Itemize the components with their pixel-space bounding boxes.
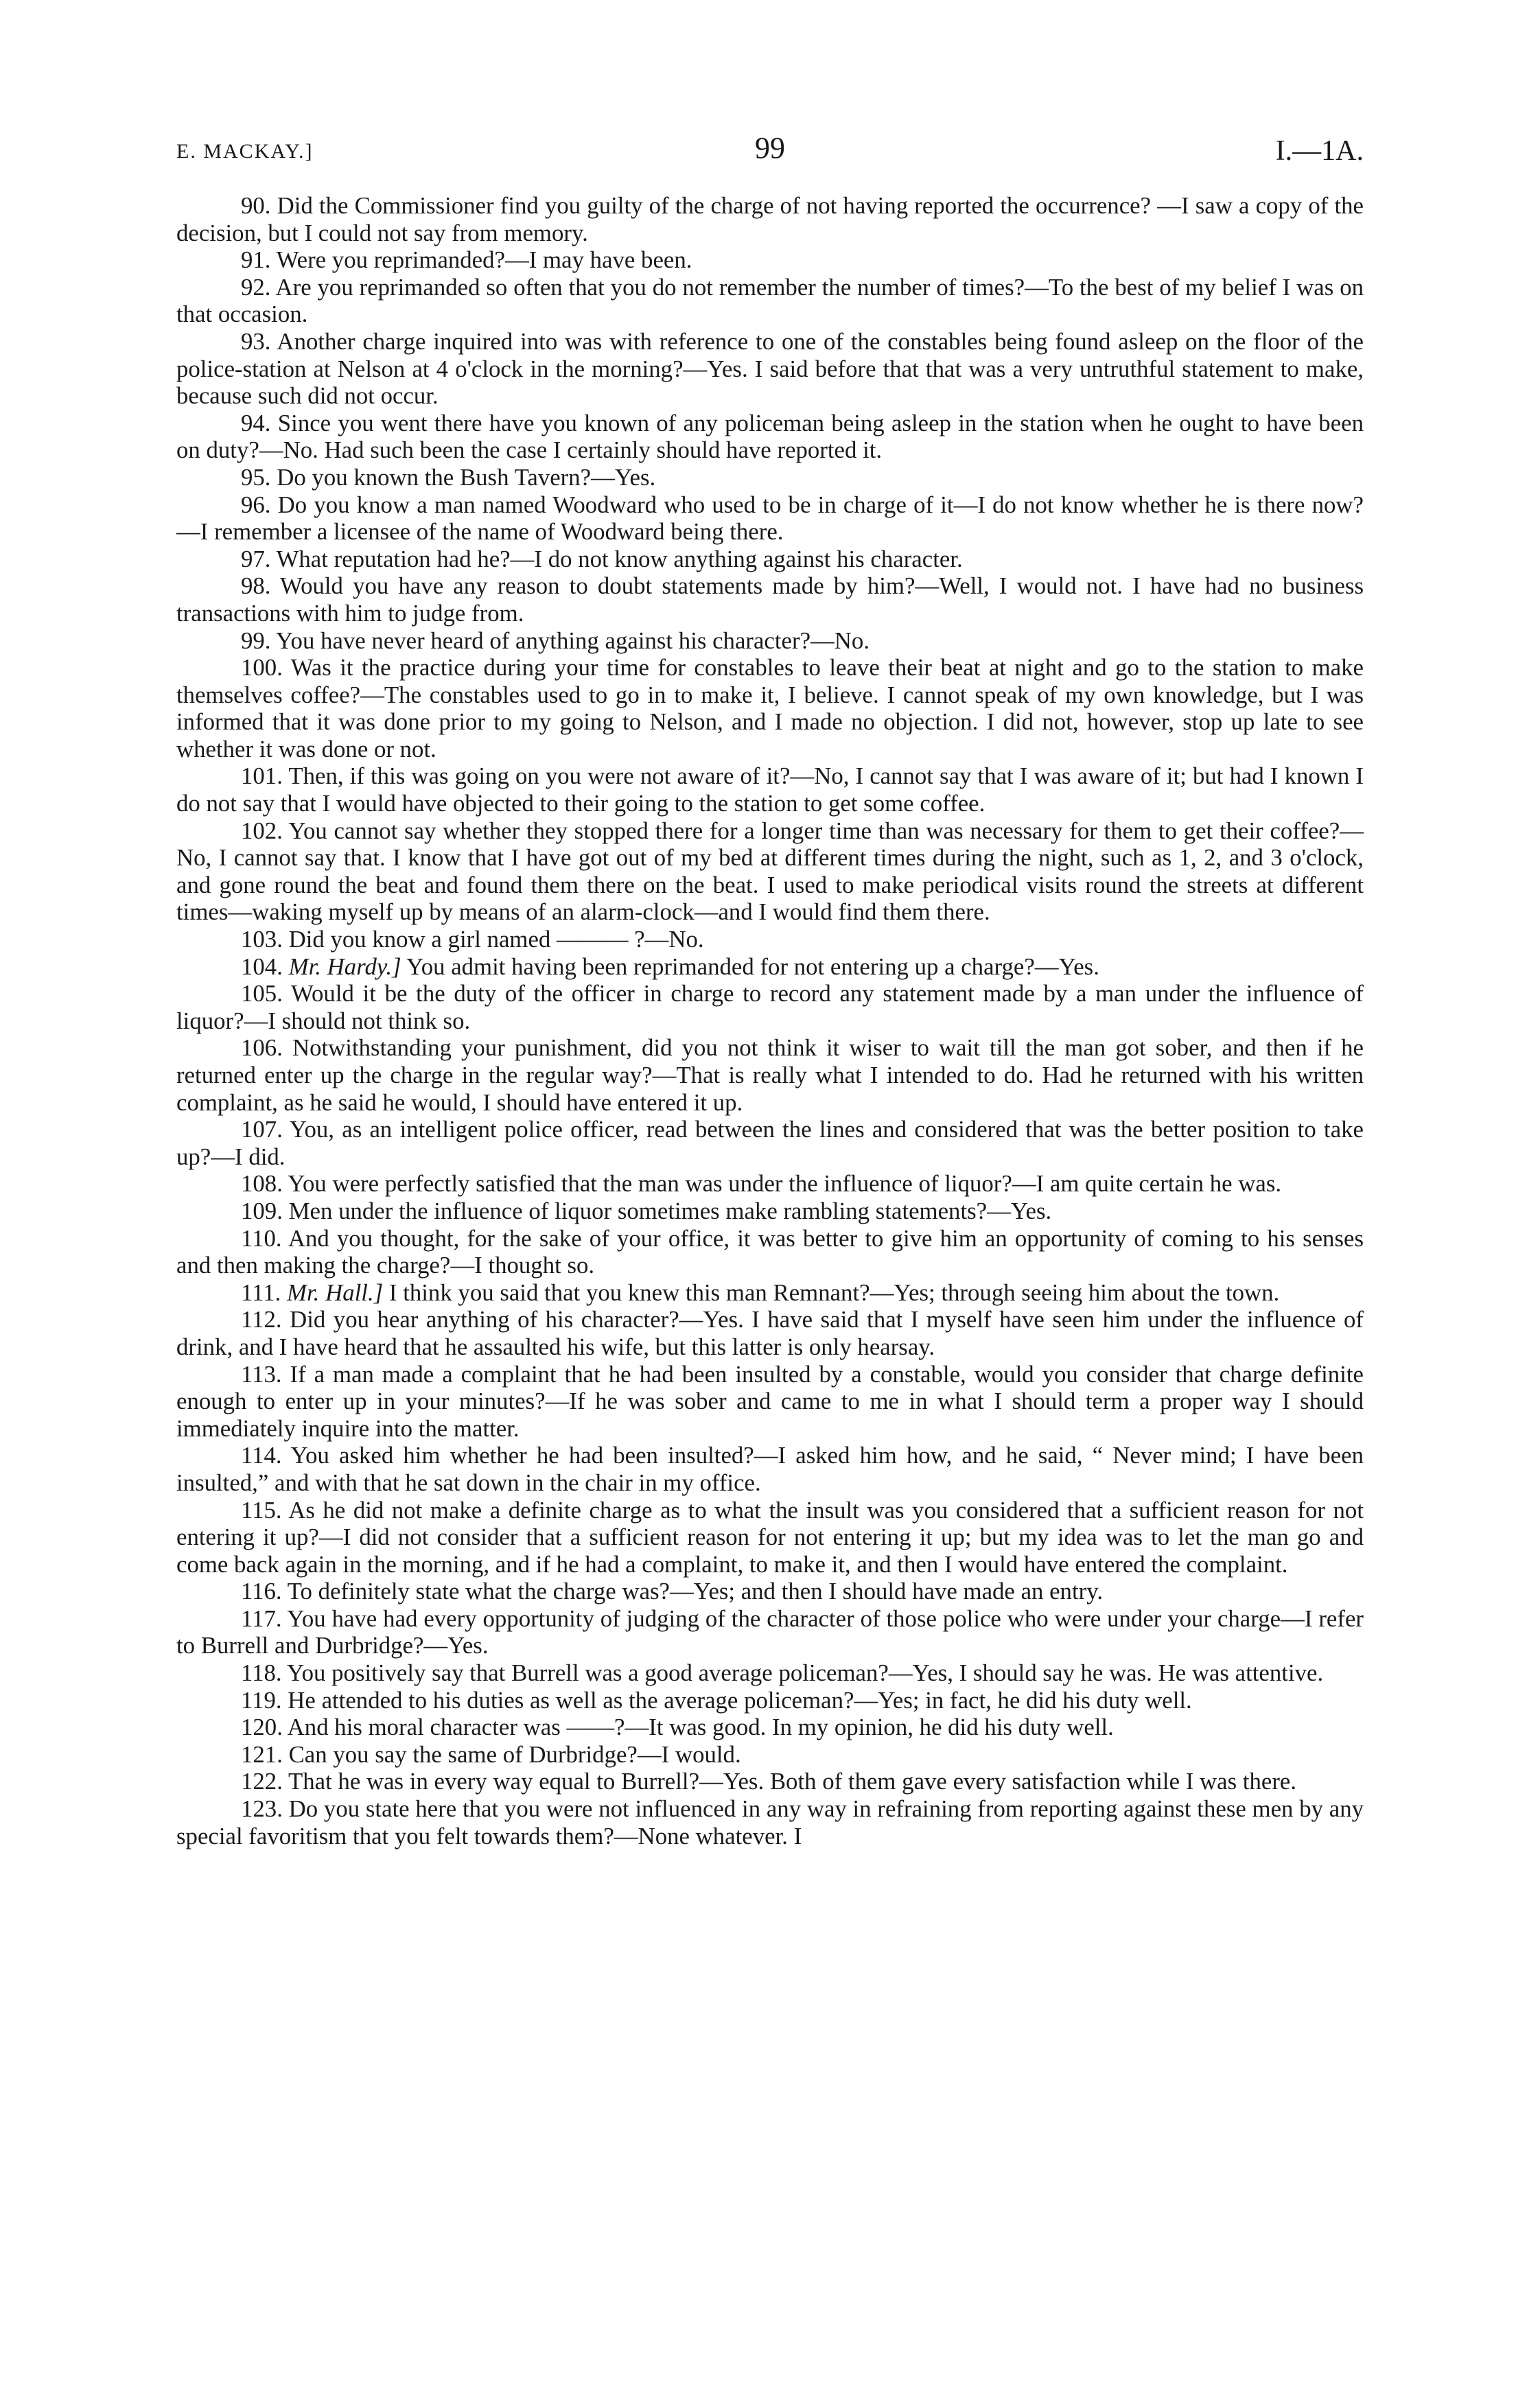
- question-113: 113. If a man made a complaint that he had been insulted by a constable, would you consider that charge definite enough to enter up in your minutes?—If he was sober and came to me in what I should term a proper way I should immediately inquire into the matter.: [176, 1360, 1364, 1442]
- question-text: I think you said that you knew this man Remnant?—Yes; through seeing him about the town.: [388, 1279, 1280, 1306]
- question-110: 110. And you thought, for the sake of your office, it was better to give him an opportunity of coming to his senses and then making the charge?—I thought so.: [176, 1224, 1364, 1279]
- question-114: 114. You asked him whether he had been insulted?—I asked him how, and he said, “ Never mind; I have been insulted,” and with that he sat down in the chair in my office.: [176, 1442, 1364, 1496]
- question-95: 95. Do you known the Bush Tavern?—Yes.: [241, 463, 656, 491]
- question-number: 111.: [241, 1279, 281, 1306]
- question-105: 105. Would it be the duty of the officer in charge to record any statement made by a man under the influence of liquor?—I should not think so.: [176, 980, 1364, 1034]
- question-118: 118. You positively say that Burrell was a good average policeman?—Yes, I should say he was. He was attentive.: [241, 1659, 1324, 1687]
- question-90: 90. Did the Commissioner find you guilty of the charge of not having reported the occurrence? —I saw a copy of the decision, but I could not say from memory.: [176, 192, 1364, 246]
- question-text: You admit having been reprimanded for not entering up a charge?—Yes.: [406, 953, 1099, 980]
- question-122: 122. That he was in every way equal to Burrell?—Yes. Both of them gave every satisfaction while I was there.: [241, 1768, 1297, 1795]
- question-116: 116. To definitely state what the charge was?—Yes; and then I should have made an entry.: [241, 1578, 1104, 1605]
- witness-name-header: E. MACKAY.]: [176, 140, 314, 163]
- question-123: 123. Do you state here that you were not influenced in any way in refraining from reporting against these men by any special favoritism that you felt towards them?—None whatever. I: [176, 1795, 1364, 1850]
- question-112: 112. Did you hear anything of his character?—Yes. I have said that I myself have seen him under the influence of drink, and I have heard that he assaulted his wife, but this latter is only hearsay.: [176, 1306, 1364, 1360]
- question-100: 100. Was it the practice during your time for constables to leave their beat at night and go to the station to make themselves coffee?—The constables used to go in to make it, I believe. I cannot speak of my own knowledge, but I was informed that it was done prior to my going to Nelson, and I made no objection. I did not, however, stop up late to see whether it was done or not.: [176, 654, 1364, 762]
- question-119: 119. He attended to his duties as well as the average policeman?—Yes; in fact, he did his duty well.: [241, 1686, 1192, 1714]
- question-106: 106. Notwithstanding your punishment, did you not think it wiser to wait till the man got sober, and then if he returned enter up the charge in the regular way?—That is really what I intended to do. Had he returned with his written complaint, as he said he would, I should have entered it up.: [176, 1034, 1364, 1116]
- question-101: 101. Then, if this was going on you were not aware of it?—No, I cannot say that I was aware of it; but had I known I do not say that I would have objected to their going to the station to get some coffee.: [176, 762, 1364, 817]
- question-111: [176, 1279, 1364, 1307]
- document-reference: I.—1A.: [1275, 135, 1364, 167]
- question-96: 96. Do you know a man named Woodward who used to be in charge of it—I do not know whether he is there now?—I remember a licensee of the name of Woodward being there.: [176, 491, 1364, 546]
- question-92: 92. Are you reprimanded so often that you do not remember the number of times?—To the best of my belief I was on that occasion.: [176, 273, 1364, 328]
- question-104: [176, 953, 1364, 981]
- question-108: 108. You were perfectly satisfied that the man was under the influence of liquor?—I am quite certain he was.: [241, 1170, 1282, 1198]
- testimony-text: [176, 192, 1364, 1850]
- question-117: 117. You have had every opportunity of judging of the character of those police who were under your charge—I refer to Burrell and Durbridge?—Yes.: [176, 1605, 1364, 1659]
- question-98: 98. Would you have any reason to doubt statements made by him?—Well, I would not. I have had no business transactions with him to judge from.: [176, 572, 1364, 627]
- speaker-name: Mr. Hardy.]: [288, 953, 401, 980]
- question-94: 94. Since you went there have you known of any policeman being asleep in the station when he ought to have been on duty?—No. Had such been the case I certainly should have reported it.: [176, 409, 1364, 464]
- question-93: 93. Another charge inquired into was with reference to one of the constables being found asleep on the floor of the police-station at Nelson at 4 o'clock in the morning?—Yes. I said before that that was a very untruthful statement to make, because such did not occur.: [176, 327, 1364, 410]
- question-120: 120. And his moral character was ——?—It was good. In my opinion, he did his duty well.: [241, 1714, 1114, 1741]
- question-115: 115. As he did not make a definite charge as to what the insult was you considered that a sufficient reason for not entering it up?—I did not consider that a sufficient reason for not entering it up; but my idea was to let the man go and come back again in the morning, and if he had a complaint, to make it, and then I would have entered the complaint.: [176, 1496, 1364, 1578]
- question-number: 104.: [241, 953, 283, 980]
- question-103: 103. Did you know a girl named ——— ?—No.: [241, 926, 704, 953]
- question-109: 109. Men under the influence of liquor sometimes make rambling statements?—Yes.: [241, 1197, 1052, 1224]
- page-header: [176, 131, 1364, 176]
- page-number: 99: [755, 131, 785, 165]
- speaker-name: Mr. Hall.]: [287, 1279, 384, 1306]
- question-102: 102. You cannot say whether they stopped there for a longer time than was necessary for them to get their coffee?—No, I cannot say that. I know that I have got out of my bed at different times during the night, such as 1, 2, and 3 o'clock, and gone round the beat and found them there on the beat. I used to make periodical visits round the streets at different times—waking myself up by means of an alarm-clock—and I would find them there.: [176, 817, 1364, 926]
- question-91: 91. Were you reprimanded?—I may have been.: [241, 246, 692, 274]
- question-121: 121. Can you say the same of Durbridge?—I would.: [241, 1740, 741, 1768]
- question-97: 97. What reputation had he?—I do not know anything against his character.: [241, 545, 963, 572]
- question-99: 99. You have never heard of anything against his character?—No.: [241, 627, 870, 654]
- question-107: 107. You, as an intelligent police officer, read between the lines and considered that was the better position to take up?—I did.: [176, 1116, 1364, 1170]
